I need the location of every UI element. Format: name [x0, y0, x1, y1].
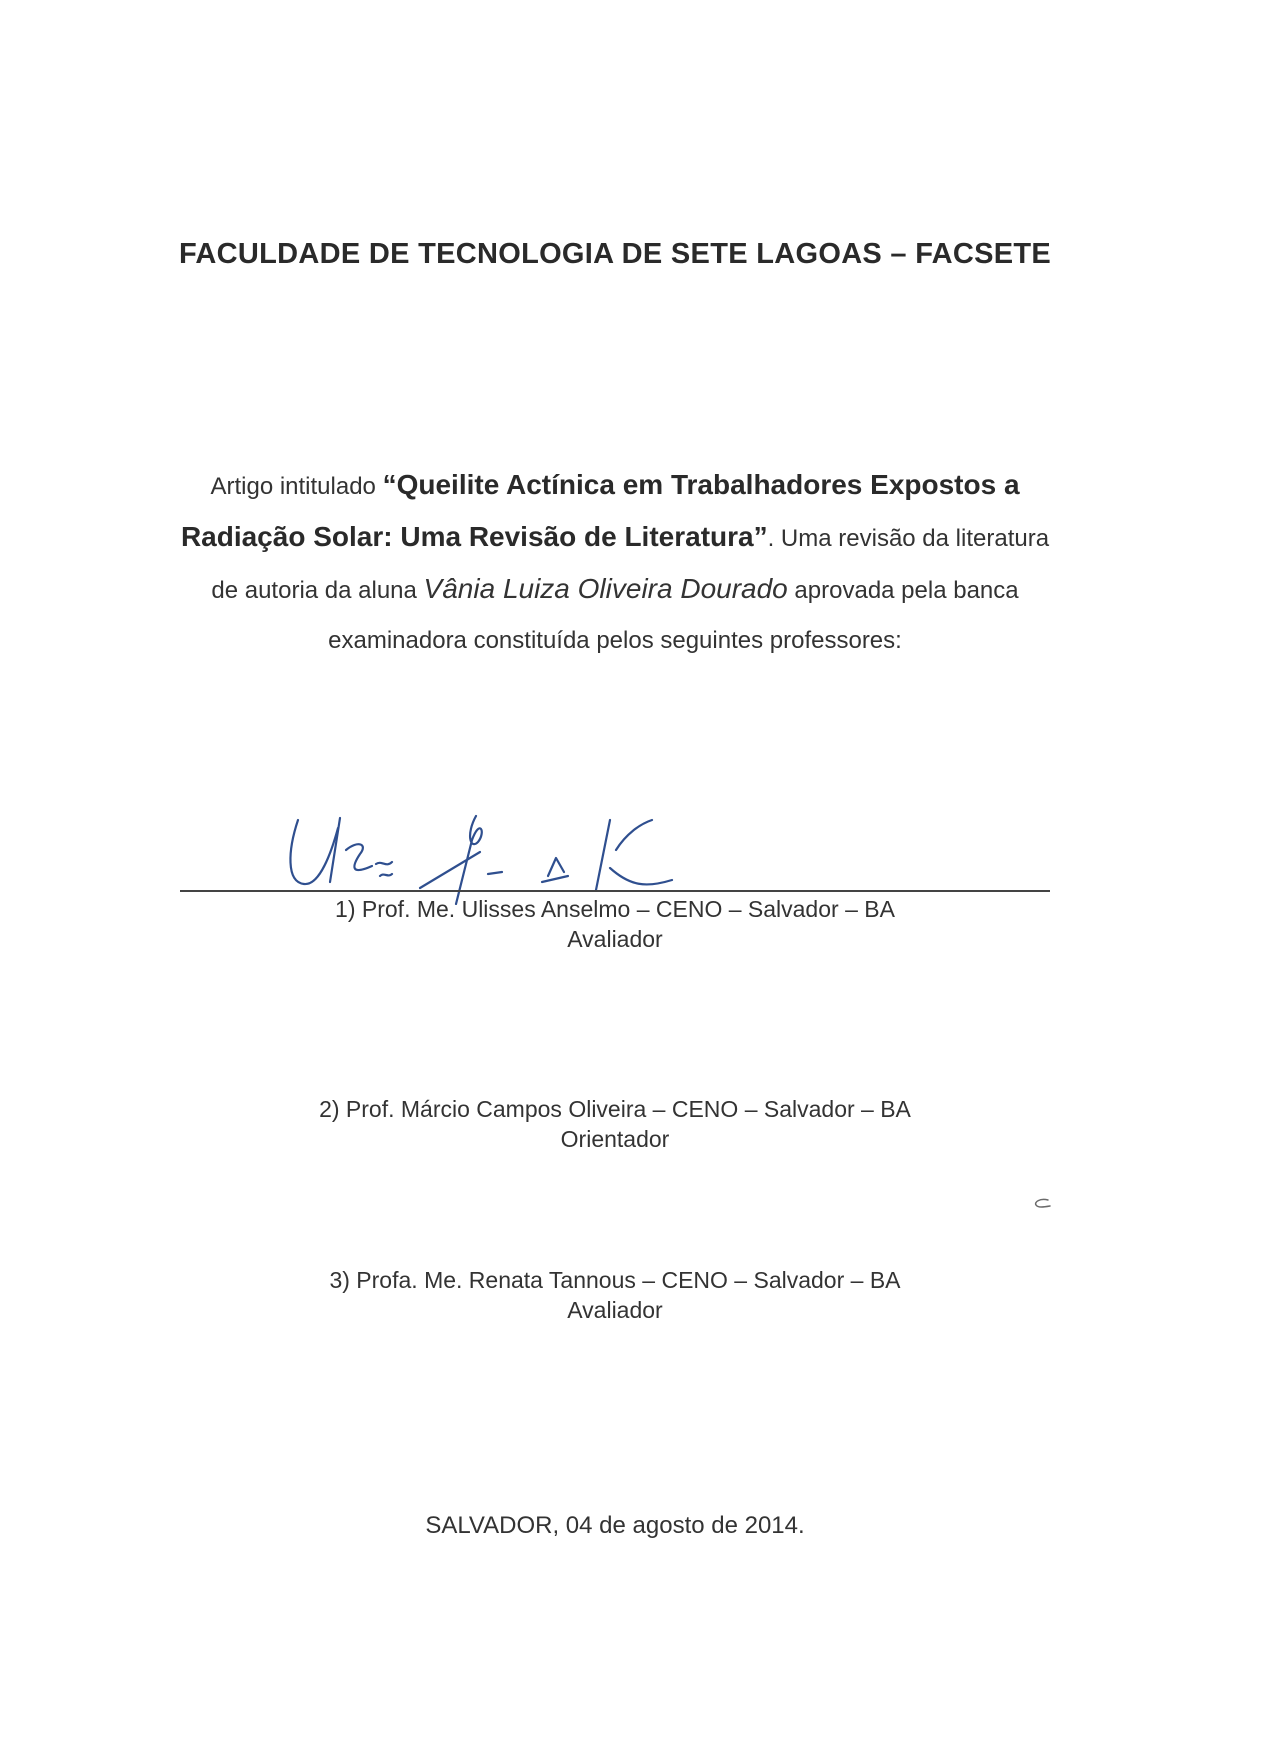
- institution-heading: FACULDADE DE TECNOLOGIA DE SETE LAGOAS – FACSETE: [178, 238, 1052, 270]
- committee-member-2: [0, 1094, 1230, 1154]
- member-role: Orientador: [560, 1126, 670, 1152]
- member-role: Avaliador: [567, 926, 663, 952]
- intro-prefix: Artigo intitulado: [210, 473, 383, 500]
- author-name: Vânia Luiza Oliveira Dourado: [423, 573, 788, 604]
- member-name: 3) Profa. Me. Renata Tannous – CENO – Salvador – BA: [329, 1267, 901, 1293]
- place-and-date: SALVADOR, 04 de agosto de 2014.: [425, 1512, 805, 1539]
- intro-middle: . Uma revisão da literatura de autoria da aluna: [211, 525, 1050, 604]
- committee-member-1: [0, 894, 1230, 954]
- pen-mark: [1030, 1196, 1052, 1210]
- member-role: Avaliador: [567, 1297, 663, 1323]
- member-name: 1) Prof. Me. Ulisses Anselmo – CENO – Salvador – BA: [335, 896, 895, 922]
- approval-statement: [175, 460, 1055, 666]
- signature-line: [180, 890, 1050, 892]
- member-name: 2) Prof. Márcio Campos Oliveira – CENO – Salvador – BA: [319, 1096, 911, 1122]
- article-title: “Queilite Actínica em Trabalhadores Expostos a Radiação Solar: Uma Revisão de Literatura”: [180, 469, 1020, 552]
- intro-suffix: aprovada pela banca examinadora constituída pelos seguintes professores:: [328, 577, 1019, 654]
- committee-member-3: [0, 1265, 1230, 1325]
